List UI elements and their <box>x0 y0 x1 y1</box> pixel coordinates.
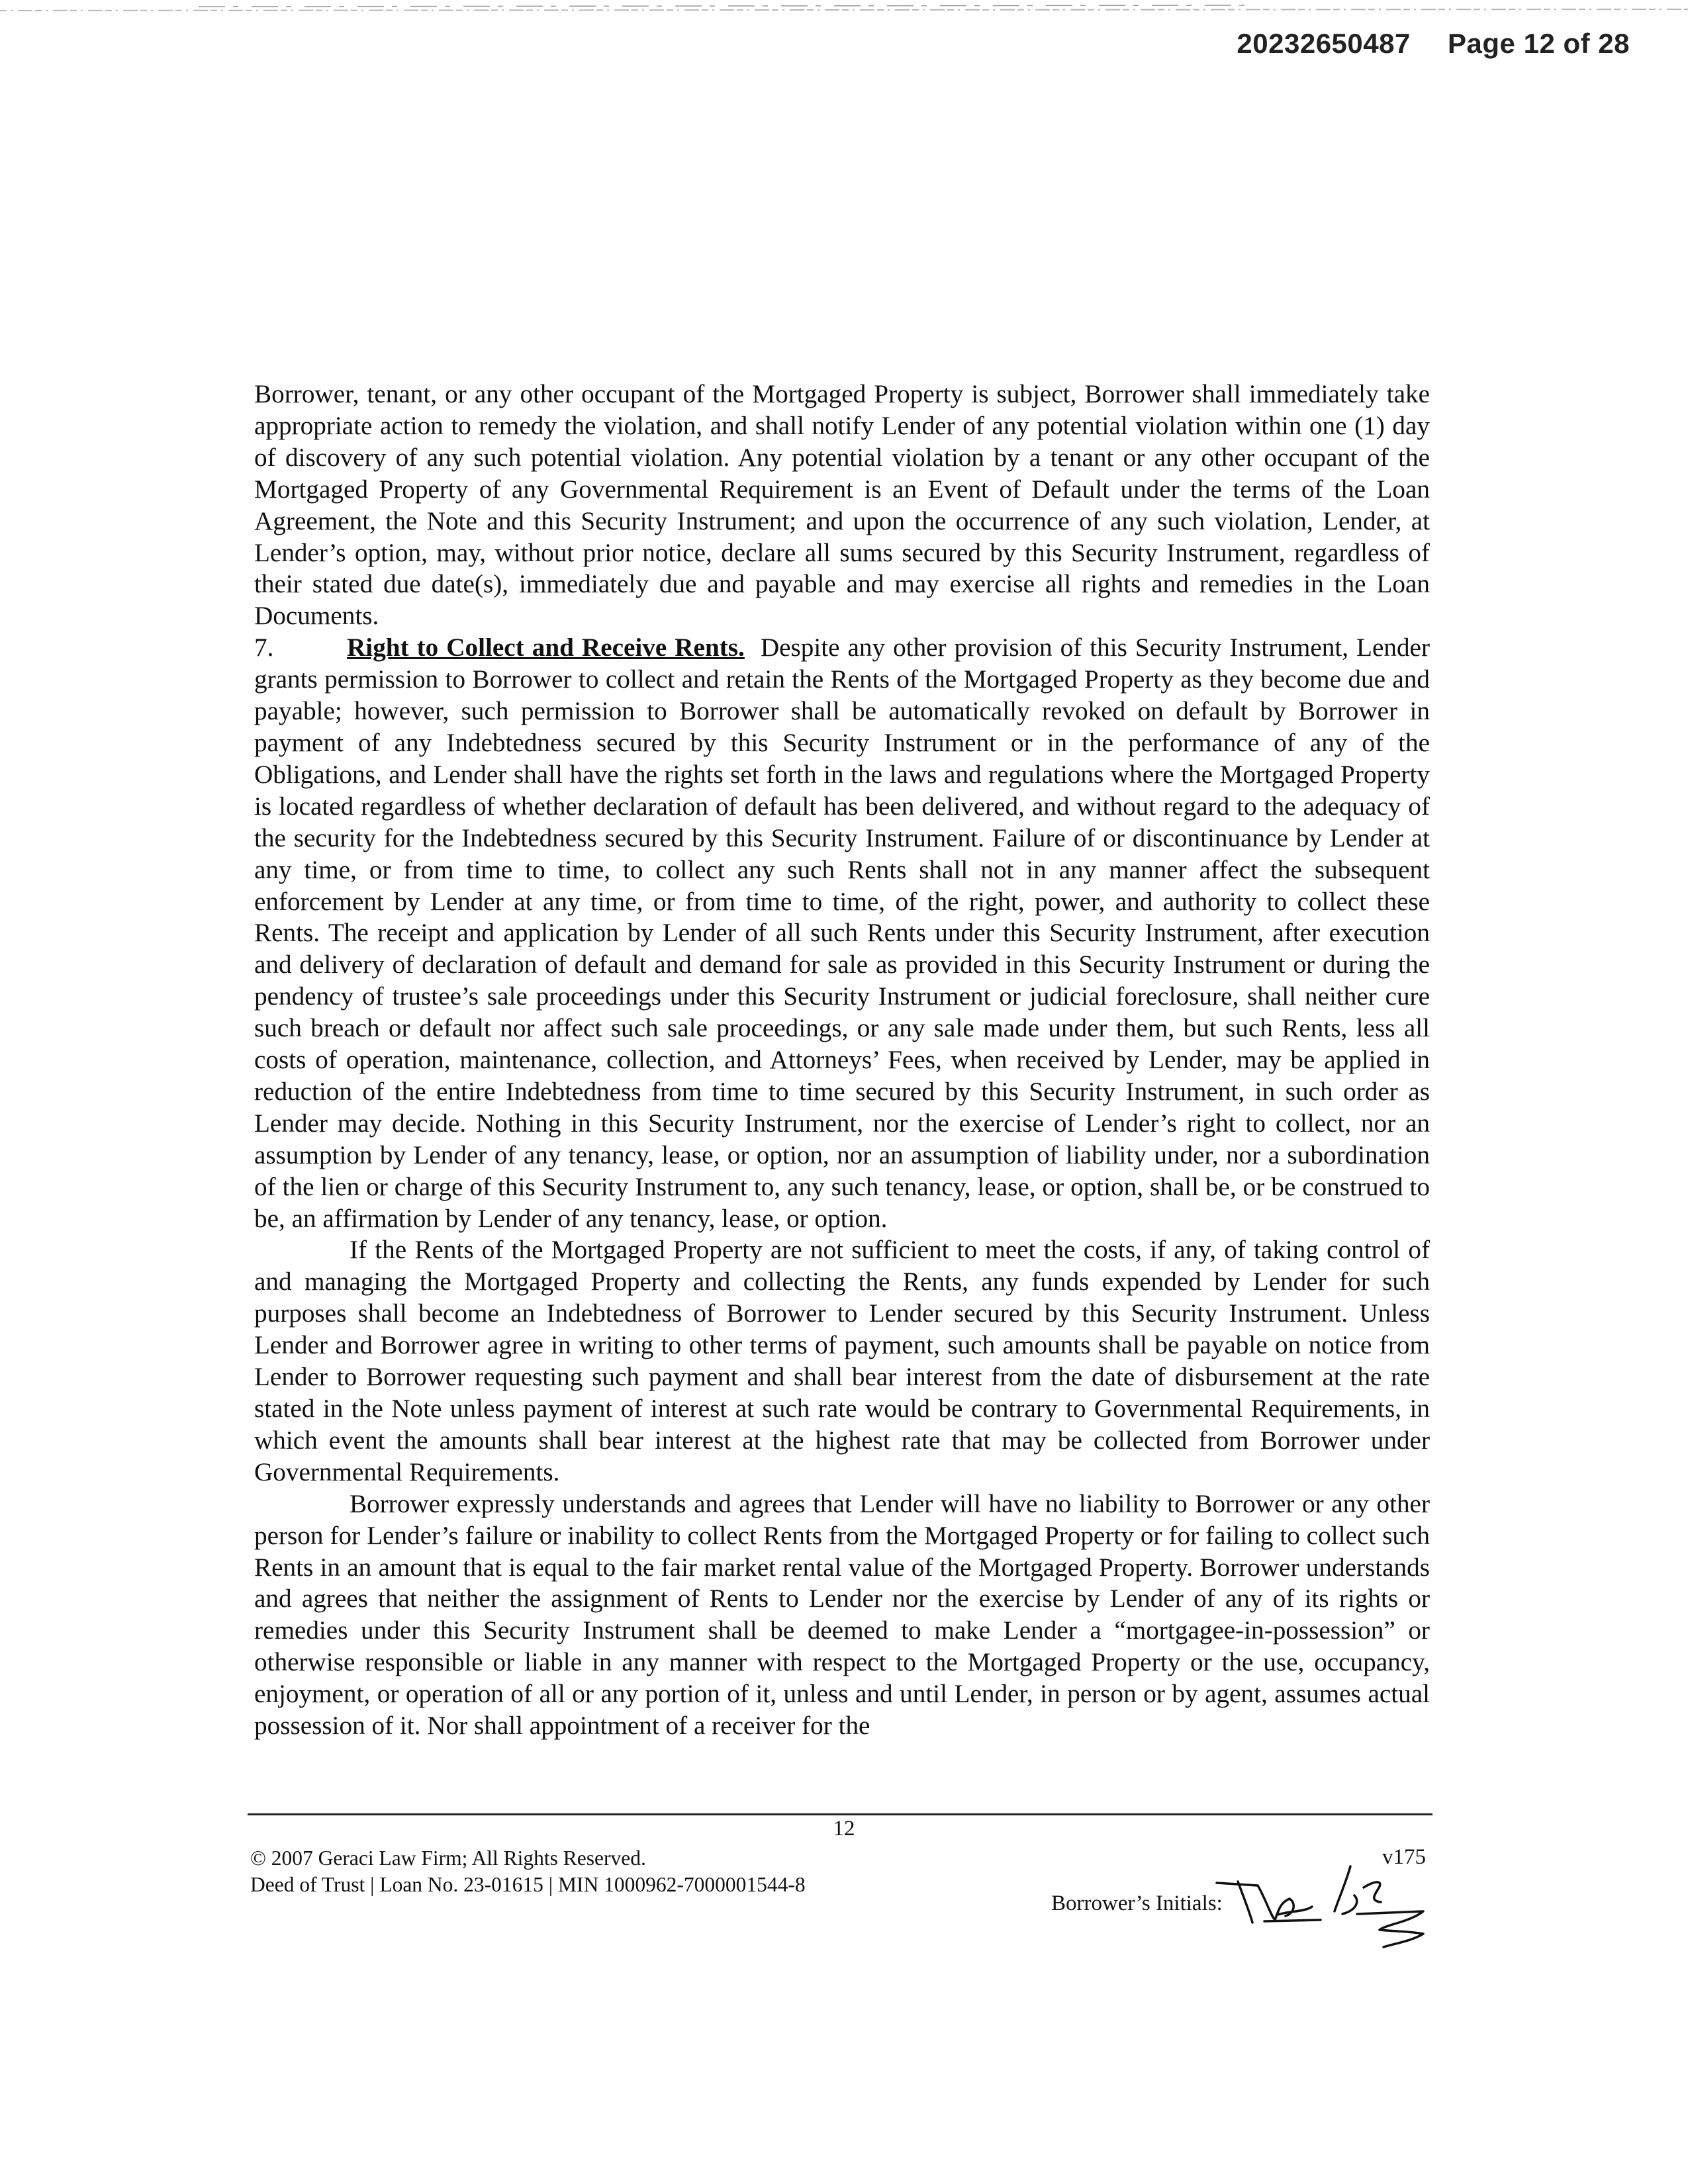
paragraph-rents-insufficient: If the Rents of the Mortgaged Property are not sufficient to meet the costs, if any, of taking control of and managing the Mortgaged Property and collecting the Rents, any funds expended by Lender for such purposes shall become an Indebtedness of Borrower to Lender secured by this Security Instrument. Unless Lender and Borrower agree in writing to other terms of payment, such amounts shall be payable on notice from Lender to Borrower requesting such payment and shall bear interest from the date of disbursement at the rate stated in the Note unless payment of interest at such rate would be contrary to Governmental Requirements, in which event the amounts shall bear interest at the highest rate that may be collected from Borrower under Governmental Requirements. <box>254 1236 1430 1486</box>
footer-rule <box>248 1813 1432 1815</box>
footer-document-line: Deed of Trust | Loan No. 23-01615 | MIN 1000962-7000001544-8 <box>250 1873 806 1896</box>
borrower-initials-label: Borrower’s Initials: <box>1051 1891 1223 1915</box>
initials-signature-1 <box>1211 1876 1324 1929</box>
footer-left <box>250 1845 806 1898</box>
footer-page-number: 12 <box>833 1817 855 1841</box>
page-header <box>1237 28 1630 60</box>
section-7-text: Despite any other provision of this Security Instrument, Lender grants permission to Borrower to collect and retain the Rents of the Mortgaged Property as they become due and payable; however, such permission to Borrower shall be automatically revoked on default by Borrower in payment of any Indebtedness secured by this Security Instrument or in the performance of any of the Obligations, and Lender shall have the rights set forth in the laws and regulations where the Mortgaged Property is located regardless of whether declaration of default has been delivered, and without regard to the adequacy of the security for the Indebtedness secured by this Security Instrument. Failure of or discontinuance by Lender at any time, or from time to time, to collect any such Rents shall not in any manner affect the subsequent enforcement by Lender at any time, or from time to time, of the right, power, and authority to collect these Rents. The receipt and application by Lender of all such Rents under this Security Instrument, after execution and delivery of declaration of default and demand for sale as provided in this Security Instrument or during the pendency of trustee’s sale proceedings under this Security Instrument or judicial foreclosure, shall neither cure such breach or default nor affect such sale proceedings, or any sale made under them, but such Rents, less all costs of operation, maintenance, collection, and Attorneys’ Fees, when received by Lender, may be applied in reduction of the entire Indebtedness from time to time secured by this Security Instrument, in such order as Lender may decide. Nothing in this Security Instrument, nor the exercise of Lender’s right to collect, nor an assumption by Lender of any tenancy, lease, or option, nor an assumption of liability under, nor a subordination of the lien or charge of this Security Instrument to, any such tenancy, lease, or option, shall be, or be construed to be, an affirmation by Lender of any tenancy, lease, or option. <box>254 633 1430 1233</box>
initials-signature-2 <box>1331 1861 1436 1954</box>
footer-version: v175 <box>1382 1845 1426 1869</box>
footer-copyright: © 2007 Geraci Law Firm; All Rights Reserved. <box>250 1846 646 1870</box>
page-indicator: Page 12 of 28 <box>1448 28 1630 59</box>
paragraph-no-liability: Borrower expressly understands and agrees that Lender will have no liability to Borrower or any other person for Lender’s failure or inability to collect Rents from the Mortgaged Property or for failing to collect such Rents in an amount that is equal to the fair market rental value of the Mortgaged Property. Borrower understands and agrees that neither the assignment of Rents to Lender nor the exercise by Lender of any of its rights or remedies under this Security Instrument shall be deemed to make Lender a “mortgagee-in-possession” or otherwise responsible or liable in any manner with respect to the Mortgaged Property or the use, occupancy, enjoyment, or operation of all or any portion of it, unless and until Lender, in person or by agent, assumes actual possession of it. Nor shall appointment of a receiver for the <box>254 1489 1430 1741</box>
scan-edge-noise <box>0 0 1688 17</box>
section-7-number: 7. <box>254 633 274 662</box>
paragraph-continued: Borrower, tenant, or any other occupant of the Mortgaged Property is subject, Borrower shall immediately take appropriate action to remedy the violation, and shall notify Lender of any potential violation within one (1) day of discovery of any such potential violation. Any potential violation by a tenant or any other occupant of the Mortgaged Property of any Governmental Requirement is an Event of Default under the terms of the Loan Agreement, the Note and this Security Instrument; and upon the occurrence of any such violation, Lender, at Lender’s option, may, without prior notice, declare all sums secured by this Security Instrument, regardless of their stated due date(s), immediately due and payable and may exercise all rights and remedies in the Loan Documents. <box>254 380 1430 631</box>
section-7-paragraph <box>254 632 1430 1234</box>
document-body <box>254 379 1430 1742</box>
document-number: 20232650487 <box>1237 28 1411 59</box>
section-7-title: Right to Collect and Receive Rents. <box>347 633 745 662</box>
